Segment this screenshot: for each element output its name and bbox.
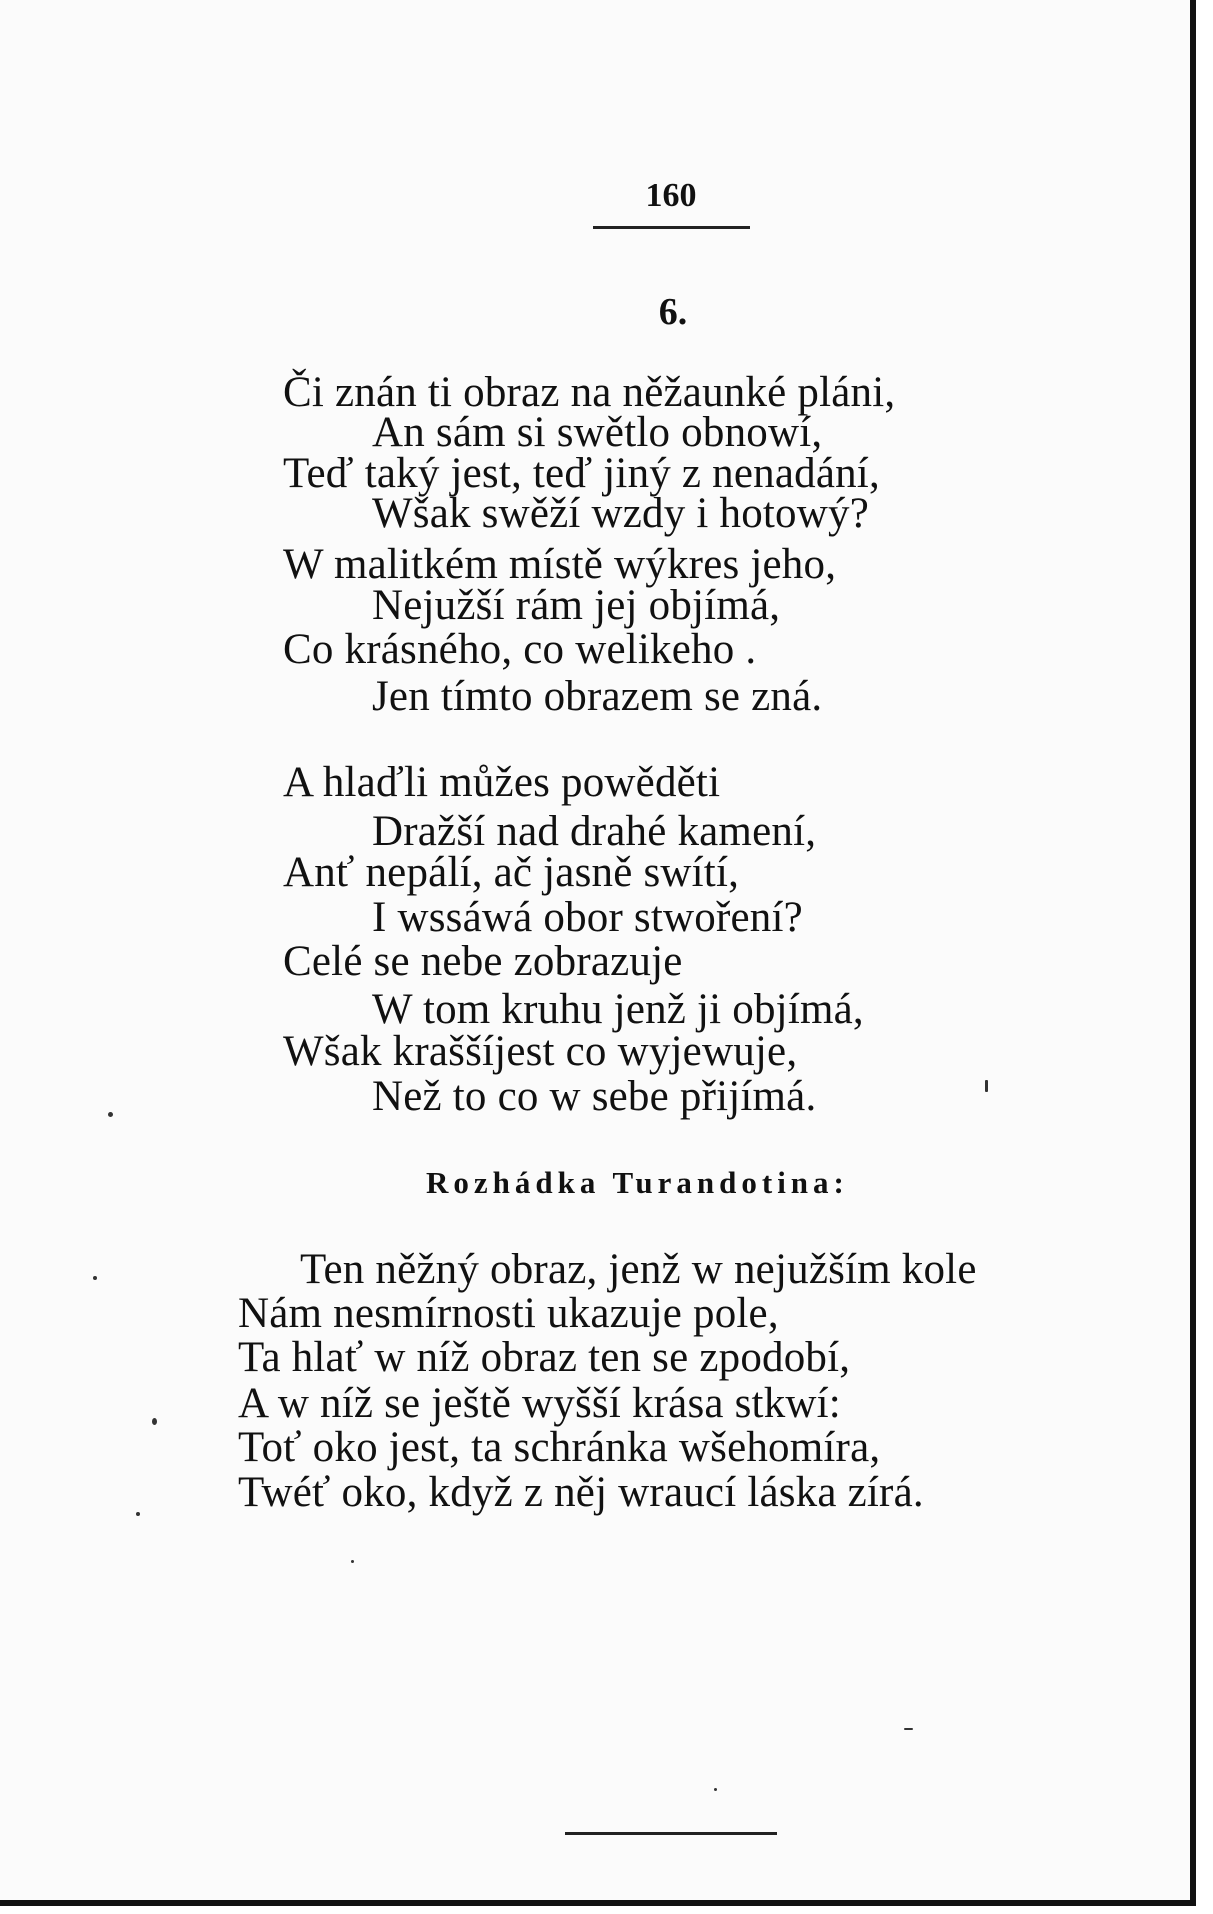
poem-line: Jen tímto obrazem se zná. [372,673,823,720]
poem-line: Nám nesmírnosti ukazuje pole, [238,1290,779,1337]
poem-line: W malitkém místě wýkres jeho, [283,541,837,588]
poem-line: Co krásného, co welikeho . [283,626,757,673]
poem-line: Dražší nad drahé kamení, [372,808,817,855]
paper-speck [152,1418,157,1425]
poem-line: Celé se nebe zobrazuje [283,938,683,985]
section-heading: Rozhádka Turandotina: [426,1165,849,1200]
poem-line: Toť oko jest, ta schránka wšehomíra, [238,1424,881,1471]
poem-line: Ten něžný obraz, jenž w nejužším kole [300,1246,977,1293]
poem-line: Ta hlať w níž obraz ten se zpodobí, [238,1334,851,1381]
poem-line: Wšak swěží wzdy i hotowý? [372,490,869,537]
page-number: 160 [645,177,697,214]
section-number: 6. [658,291,688,333]
paper-speck [93,1276,97,1280]
page-number-rule [593,226,750,229]
poem-line: I wssáwá obor stwoření? [372,894,803,941]
poem-line: Wšak kraššíjest co wyjewuje, [283,1028,798,1075]
poem-line: Nejužší rám jej objímá, [372,582,781,629]
paper-speck [985,1080,988,1092]
poem-line: An sám si swětlo obnowí, [372,409,823,456]
poem-line: W tom kruhu jenž ji objímá, [372,986,864,1033]
paper-speck [714,1788,717,1791]
paper-speck [904,1728,913,1730]
paper-speck [351,1560,354,1563]
poem-line: Teď taký jest, teď jiný z nenadání, [283,450,880,497]
end-rule [565,1832,777,1835]
poem-line: Twéť oko, když z něj wraucí láska zírá. [238,1469,924,1516]
poem-line: A w níž se ještě wyšší krása stkwí: [238,1380,841,1427]
paper-speck [136,1512,140,1516]
paper-speck [108,1112,113,1117]
poem-line: Či znán ti obraz na něžaunké pláni, [283,369,896,416]
poem-line: A hlaďli můžes powěděti [283,759,721,806]
poem-line: Anť nepálí, ač jasně swítí, [283,849,740,896]
poem-line: Než to co w sebe přijímá. [372,1073,817,1120]
